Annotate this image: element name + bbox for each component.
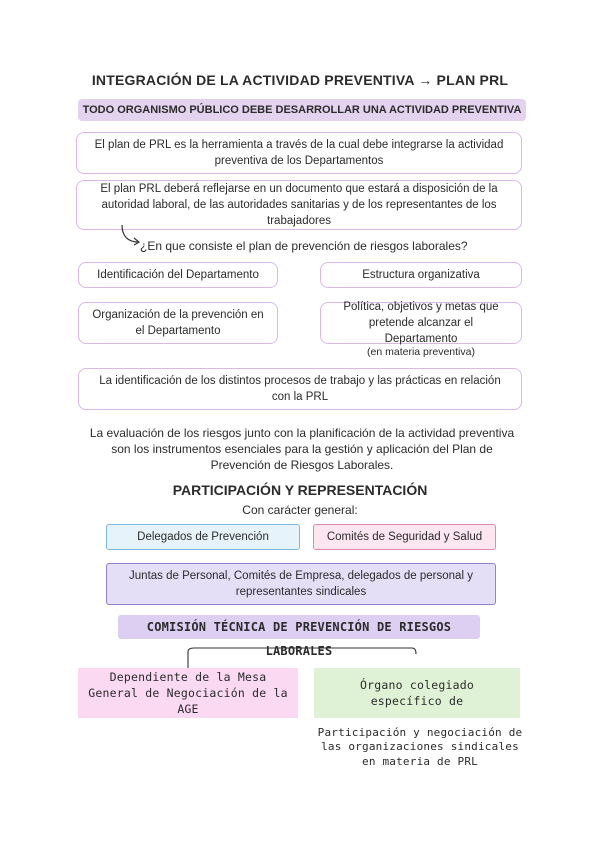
item-politica-text: Política, objetivos y metas que pretende alcanzar el Departamento bbox=[343, 300, 499, 346]
item-politica bbox=[320, 302, 522, 344]
dependiente-text: Dependiente de la Mesa General de Negociación de la AGE bbox=[88, 669, 288, 717]
box-plan-herramienta-text: El plan de PRL es la herramienta a través de la cual debe integrarse la actividad preventiva de los Departamentos bbox=[94, 138, 504, 167]
participation-title: PARTICIPACIÓN Y REPRESENTACIÓN bbox=[172, 482, 428, 498]
comision-title: COMISIÓN TÉCNICA DE PREVENCIÓN DE RIESGOS LABORALES bbox=[118, 615, 480, 639]
organo-text: Órgano colegiado específico de bbox=[360, 677, 474, 708]
item-identificacion-text: Identificación del Departamento bbox=[97, 268, 259, 281]
box-plan-herramienta bbox=[76, 132, 522, 174]
delegados-text: Delegados de Prevención bbox=[137, 530, 269, 543]
organo-box bbox=[314, 668, 520, 718]
comites-box bbox=[313, 524, 496, 550]
delegados-box bbox=[106, 524, 300, 550]
item-procesos bbox=[78, 368, 522, 410]
item-organizacion-text: Organización de la prevención en el Departamento bbox=[92, 308, 264, 337]
box-plan-documento-text: El plan PRL deberá reflejarse en un documento que estará a disposición de la autoridad laboral, de las autoridades sanitarias y de los representantes de los trabajadores bbox=[100, 182, 498, 228]
plan-question: ¿En que consiste el plan de prevención de riesgos laborales? bbox=[140, 239, 468, 253]
evaluation-text: La evaluación de los riesgos junto con la planificación de la actividad preventiva son los instrumentos esenciales para la gestión y aplicación del Plan de Prevención de Riesgos Laborales. bbox=[89, 426, 515, 473]
politica-note: (en materia preventiva) bbox=[367, 346, 475, 358]
participation-subtitle: Con carácter general: bbox=[242, 503, 358, 517]
item-estructura-text: Estructura organizativa bbox=[362, 268, 480, 281]
item-procesos-text: La identificación de los distintos procesos de trabajo y las prácticas en relación con la PRL bbox=[99, 374, 501, 403]
dependiente-box bbox=[78, 668, 298, 718]
organo-detail: Participación y negociación de las organizaciones sindicales en materia de PRL bbox=[317, 726, 523, 768]
item-estructura bbox=[320, 262, 522, 288]
comites-text: Comités de Seguridad y Salud bbox=[326, 530, 483, 543]
banner-heading: TODO ORGANISMO PÚBLICO DEBE DESARROLLAR UNA ACTIVIDAD PREVENTIVA bbox=[78, 99, 526, 121]
item-identificacion bbox=[78, 262, 278, 288]
juntas-box bbox=[106, 563, 496, 605]
juntas-text: Juntas de Personal, Comités de Empresa, delegados de personal y representantes sindicales bbox=[129, 569, 473, 598]
item-organizacion bbox=[78, 302, 278, 344]
page-title: INTEGRACIÓN DE LA ACTIVIDAD PREVENTIVA → PLAN PRL bbox=[91, 72, 509, 88]
